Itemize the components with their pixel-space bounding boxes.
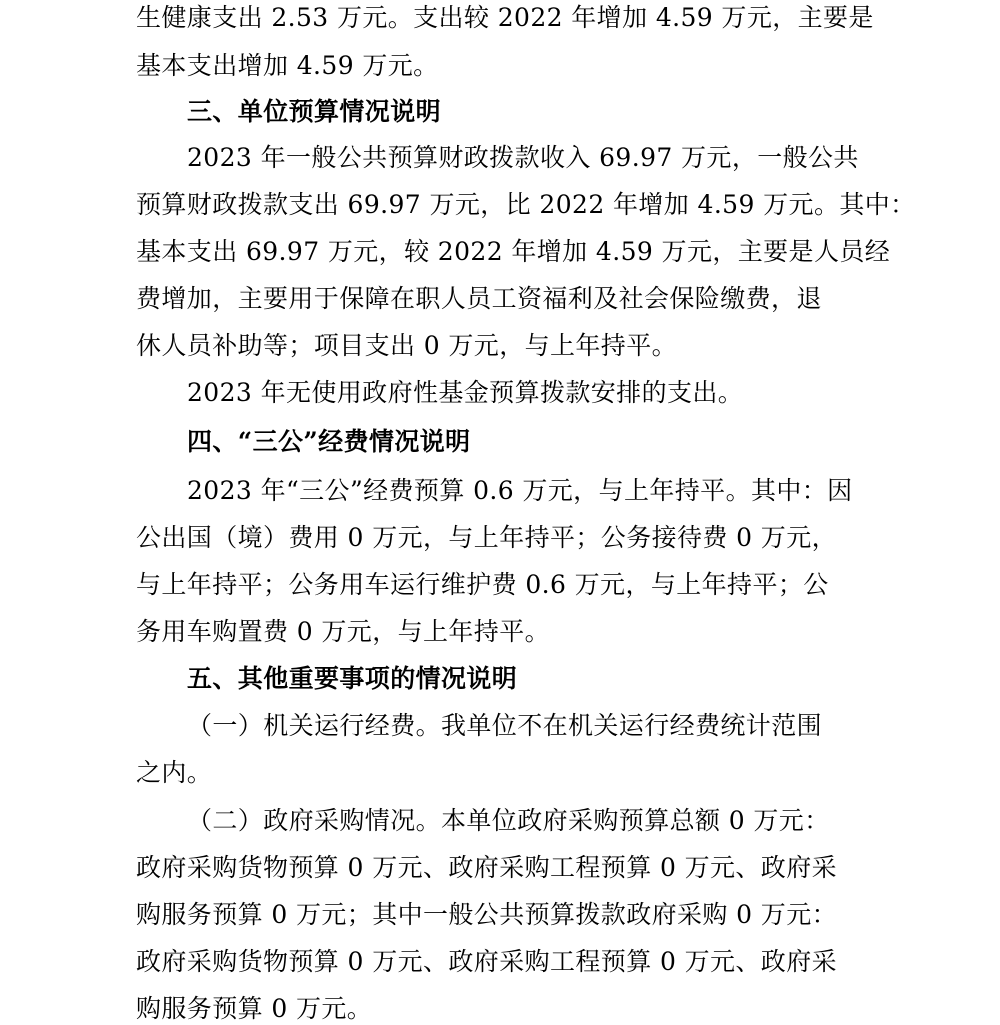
- paragraph-line: 预算财政拨款支出 69.97 万元，比 2022 年增加 4.59 万元。其中：: [136, 190, 916, 219]
- paragraph-line: 购服务预算 0 万元；其中一般公共预算拨款政府采购 0 万元：: [136, 900, 838, 929]
- paragraph-line: 2023 年“三公”经费预算 0.6 万元，与上年持平。其中：因: [187, 476, 853, 505]
- paragraph-line: 2023 年无使用政府性基金预算拨款安排的支出。: [187, 378, 744, 407]
- paragraph-line: 与上年持平；公务用车运行维护费 0.6 万元，与上年持平；公: [136, 570, 829, 599]
- paragraph-line: 基本支出 69.97 万元，较 2022 年增加 4.59 万元，主要是人员经: [136, 237, 891, 266]
- section-heading-3: 三、单位预算情况说明: [187, 97, 442, 126]
- paragraph-line: 费增加，主要用于保障在职人员工资福利及社会保险缴费，退: [136, 284, 822, 313]
- paragraph-line: 购服务预算 0 万元。: [136, 994, 373, 1023]
- paragraph-line: （一）机关运行经费。我单位不在机关运行经费统计范围: [187, 711, 823, 740]
- paragraph-line: 生健康支出 2.53 万元。支出较 2022 年增加 4.59 万元，主要是: [136, 3, 874, 32]
- section-heading-5: 五、其他重要事项的情况说明: [187, 664, 518, 693]
- paragraph-line: 公出国（境）费用 0 万元，与上年持平；公务接待费 0 万元，: [136, 523, 838, 552]
- section-heading-4: 四、“三公”经费情况说明: [187, 427, 471, 456]
- paragraph-line: 休人员补助等；项目支出 0 万元，与上年持平。: [136, 331, 678, 360]
- paragraph-line: 之内。: [136, 758, 213, 787]
- paragraph-line: （二）政府采购情况。本单位政府采购预算总额 0 万元：: [187, 806, 830, 835]
- paragraph-line: 政府采购货物预算 0 万元、政府采购工程预算 0 万元、政府采: [136, 853, 838, 882]
- paragraph-line: 基本支出增加 4.59 万元。: [136, 51, 439, 80]
- paragraph-line: 2023 年一般公共预算财政拨款收入 69.97 万元，一般公共: [187, 143, 859, 172]
- paragraph-line: 政府采购货物预算 0 万元、政府采购工程预算 0 万元、政府采: [136, 947, 838, 976]
- paragraph-line: 务用车购置费 0 万元，与上年持平。: [136, 617, 551, 646]
